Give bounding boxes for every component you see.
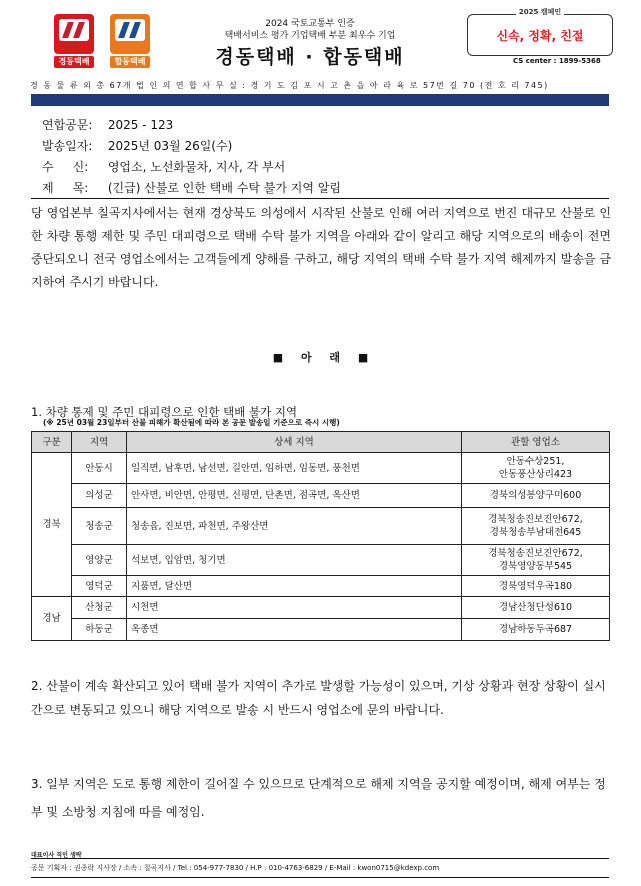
seal-omitted-label: 대표이사 직인 생략 [31,852,82,859]
divider [31,198,609,199]
restricted-area-table [31,431,610,641]
recipient-label: 수 신: [42,160,89,174]
office-line: 경북청송진보진안672, [488,548,583,559]
award-line: 택배서비스 평가 기업택배 부분 최우수 기업 [224,31,396,41]
group-cell: 경남 [32,597,72,641]
runner-icon [115,19,145,41]
region-cell: 영덕군 [72,576,127,597]
region-cell: 안동시 [72,453,127,484]
kyungdong-logo-label: 경동택배 [54,56,94,68]
subject: (긴급) 산불로 인한 택배 수탁 불가 지역 알림 [107,181,341,195]
table-row [32,508,610,545]
table-row [32,484,610,508]
table-row [32,619,610,641]
office-line: 경북청송부남대전645 [489,527,582,538]
office-cell: 경남하동두곡687 [462,619,610,641]
office-line: 안동풍산상리423 [498,469,573,480]
subject-label: 제 목: [42,181,89,195]
campaign-box [467,8,613,56]
region-cell: 영양군 [72,545,127,576]
section1-title: 1. 차량 통제 및 주민 대피령으로 인한 택배 불가 지역 [31,405,298,419]
detail-cell: 일직면, 남후면, 남선면, 길안면, 임하면, 임동면, 풍천면 [127,453,462,484]
header-cell: 상세 지역 [127,432,462,453]
detail-cell: 옥종면 [127,619,462,641]
hapdong-logo [110,14,150,54]
detail-cell: 안사면, 비안면, 안평면, 신평면, 단촌면, 점곡면, 옥산면 [127,484,462,508]
arae-heading: ■ 아 래 ■ [272,351,369,364]
office-cell [462,545,610,576]
office-address: 경 동 물 류 외 총 67개 법 인 의 연 합 사 무 실 : 경 기 도 김 포 시 고 촌 읍 아 라 육 로 57번 길 70 (전 호 리 745) [30,81,549,90]
office-cell: 경북의성봉양구미600 [462,484,610,508]
campaign-slogan: 신속, 정확, 친절 [496,29,584,43]
doc-number-row [42,116,173,133]
table-row [32,545,610,576]
cs-center: CS center : 1899-5368 [513,57,601,65]
point-3: 3. 일부 지역은 도로 통행 제한이 길어질 수 있으므로 단계적으로 해제 지역을 공지할 예정이며, 해제 여부는 정부 및 소방청 지침에 따를 예정임. [31,777,606,819]
region-cell: 하동군 [72,619,127,641]
footer-contact: 공문 기획자 : 권종락 지사장 / 소속 : 칠곡지사 / Tel : 054-977-7830 / H.P : 010-4763-6829 / E-Mail : kwon0715@kdexp.com [31,858,609,878]
subject-row [42,179,341,196]
detail-cell: 시천면 [127,597,462,619]
office-line: 경북영양동부545 [498,561,573,572]
intro-paragraph: 당 영업본부 칠곡지사에서는 현재 경상북도 의성에서 시작된 산불로 인해 여러 지역으로 번진 대규모 산불로 인한 차량 통행 제한 및 주민 대피령으로 택배 수탁 불가 지역을 아래와 같이 알리고 해당 지역으로의 배송이 전면 중단되오니 전국 영업소에서는 고객들에게 양해를 구하고, 해당 지역의 택배 수탁 불가 지역 해제까지 발송을 금지하여 주시기 바랍니다. [31,206,611,289]
office-cell [462,508,610,545]
certification-line: 2024 국토교통부 인증 [265,19,355,29]
runner-icon [59,19,89,41]
office-cell: 경남산청단성610 [462,597,610,619]
date-row [42,137,232,154]
point-2: 2. 산불이 계속 확산되고 있어 택배 불가 지역이 추가로 발생할 가능성이 있으며, 기상 상황과 현장 상황이 실시간으로 변동되고 있으니 해당 지역으로 발송 시 반드시 영업소에 문의 바랍니다. [31,679,606,717]
region-cell: 의성군 [72,484,127,508]
hapdong-logo-label: 합동택배 [110,56,150,68]
region-cell: 산청군 [72,597,127,619]
detail-cell: 석보면, 입암면, 청기면 [127,545,462,576]
recipient: 영업소, 노선화물차, 지사, 각 부서 [107,160,286,174]
date: 2025년 03월 26일(수) [107,139,233,153]
table-header-row [32,432,610,453]
region-cell: 청송군 [72,508,127,545]
header-cell: 구분 [32,432,72,453]
office-line: 안동수상251, [506,456,565,467]
recipient-row [42,158,285,175]
header-bar [31,94,609,106]
header-cell: 지역 [72,432,127,453]
date-label: 발송일자: [42,139,93,153]
table-row [32,597,610,619]
doc-number: 2025 - 123 [107,118,174,132]
office-cell [462,453,610,484]
kyungdong-logo [54,14,94,54]
campaign-year: 2025 캠페인 [516,8,564,16]
office-cell: 경북영덕우곡180 [462,576,610,597]
group-cell: 경북 [32,453,72,597]
section1-note: (※ 25년 03월 23일부터 산불 피해가 확산됨에 따라 본 공문 발송일 기준으로 즉시 시행) [43,418,340,427]
detail-cell: 청송읍, 진보면, 파천면, 주왕산면 [127,508,462,545]
table-row [32,453,610,484]
office-line: 경북청송진보진안672, [488,514,583,525]
detail-cell: 지품면, 달산면 [127,576,462,597]
company-name: 경동택배 · 합동택배 [215,46,405,68]
table-row [32,576,610,597]
doc-number-label: 연합공문: [42,118,93,132]
header-cell: 관할 영업소 [462,432,610,453]
